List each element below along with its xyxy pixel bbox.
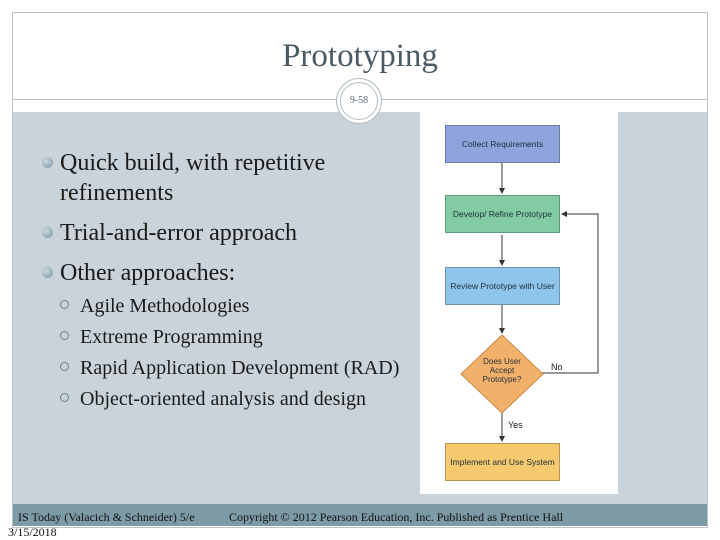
yes-label: Yes: [508, 420, 523, 430]
slide-number: 9-58: [340, 82, 378, 120]
sub-bullet-item: [40, 385, 405, 413]
review-prototype-box: [445, 267, 560, 305]
collect-requirements-label: Collect Requirements: [461, 138, 544, 149]
sub-bullet-text: Extreme Programming: [80, 326, 263, 348]
sub-bullet-icon: [60, 300, 69, 309]
prototyping-flowchart: [420, 111, 618, 494]
no-label: No: [551, 362, 563, 372]
review-prototype-label: Review Prototype with User: [450, 280, 555, 291]
develop-prototype-box: [445, 195, 560, 233]
bullet-list: [40, 148, 405, 416]
develop-prototype-label: Develop/ Refine Prototype: [452, 208, 553, 219]
bullet-text: Quick build, with repetitive refinements: [60, 150, 326, 206]
sub-bullet-item: [40, 323, 405, 351]
bullet-icon: [42, 157, 53, 168]
sub-bullet-text: Agile Methodologies: [80, 295, 250, 317]
sub-bullet-icon: [60, 393, 69, 402]
decision-label: Does User Accept Prototype?: [482, 357, 522, 384]
sub-bullet-text: Object-oriented analysis and design: [80, 388, 367, 410]
implement-system-label: Implement and Use System: [450, 456, 555, 467]
bullet-item: [40, 218, 405, 248]
sub-bullet-item: [40, 354, 405, 382]
bullet-text: Trial-and-error approach: [60, 220, 298, 246]
slide-title: Prototyping: [282, 38, 438, 74]
bullet-icon: [42, 227, 53, 238]
sub-bullet-icon: [60, 362, 69, 371]
sub-bullet-icon: [60, 331, 69, 340]
bullet-text: Other approaches:: [60, 260, 236, 286]
sub-bullet-item: [40, 292, 405, 320]
footer-source: IS Today (Valacich & Schneider) 5/e: [18, 510, 195, 524]
sub-bullet-text: Rapid Application Development (RAD): [80, 357, 400, 379]
footer-copyright: Copyright © 2012 Pearson Education, Inc. Published as Prentice Hall: [229, 510, 564, 524]
bullet-item: [40, 148, 405, 208]
implement-system-box: [445, 443, 560, 481]
collect-requirements-box: [445, 125, 560, 163]
bullet-item: [40, 258, 405, 288]
bullet-icon: [42, 267, 53, 278]
footer-date: 3/15/2018: [8, 525, 57, 539]
